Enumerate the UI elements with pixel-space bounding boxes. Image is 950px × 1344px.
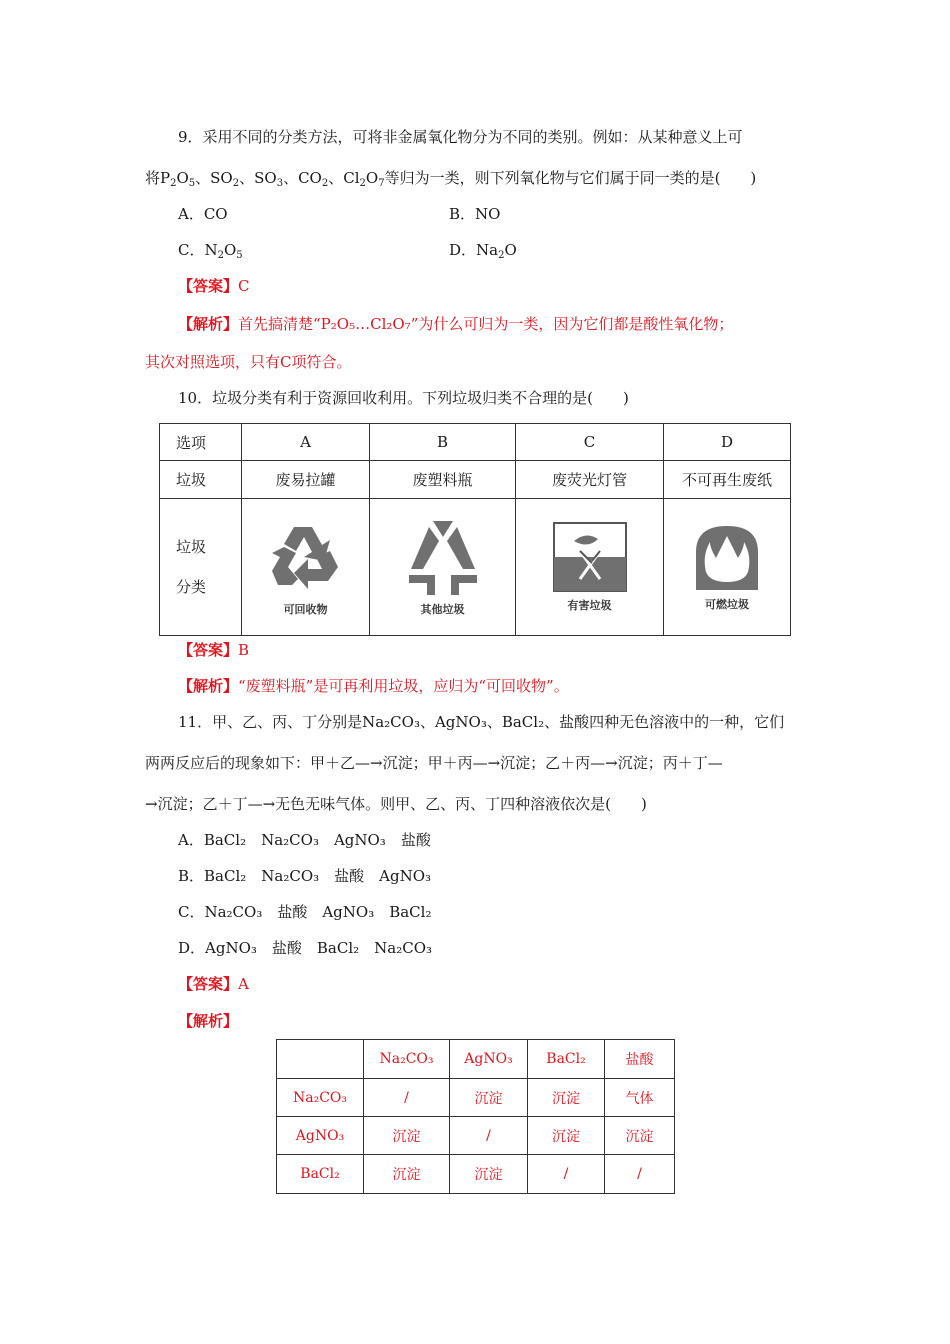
icon-label-other-waste: 其他垃圾 — [420, 603, 465, 616]
q11-col-header: 盐酸 — [605, 1040, 675, 1079]
q11-cell: / — [605, 1155, 675, 1194]
icon-label-hazardous: 有害垃圾 — [567, 599, 612, 612]
q11-cell: / — [528, 1155, 605, 1194]
q11-cell: / — [364, 1079, 450, 1117]
other-waste-icon — [403, 517, 483, 597]
q11-col-header: AgNO₃ — [450, 1040, 528, 1079]
q11-option-d: D．AgNO₃ 盐酸 BaCl₂ Na₂CO₃ — [178, 939, 433, 957]
q10-icon-cell-c — [516, 499, 664, 636]
q11-corner-cell — [277, 1040, 364, 1079]
q9-stem-line2: 将$P_2O_5$、$SO_2$、$SO_3$、$CO_2$、$Cl_2O_7$等归为一类，则下列氧化物与它们属于同一类的是( ) — [145, 169, 757, 189]
q10-icon-cell-b — [370, 499, 516, 636]
q10-garbage-table — [159, 423, 791, 636]
q9-option-b: B．NO — [449, 205, 501, 223]
q9-analysis-line2: 其次对照选项，只有C项符合。 — [145, 353, 352, 371]
q11-cell: 沉淀 — [364, 1117, 450, 1155]
q11-cell: / — [450, 1117, 528, 1155]
icon-label-recyclable: 可回收物 — [283, 603, 328, 616]
q10-item-d: 不可再生废纸 — [664, 461, 791, 499]
q10-item-c: 废荧光灯管 — [516, 461, 664, 499]
q11-cell: 气体 — [605, 1079, 675, 1117]
q11-cell: 沉淀 — [364, 1155, 450, 1194]
q11-cell: 沉淀 — [528, 1079, 605, 1117]
q9-analysis-line1: 【解析】首先搞清楚“P₂O₅…Cl₂O₇”为什么可归为一类，因为它们都是酸性氧化物； — [178, 315, 734, 333]
q11-cell: 沉淀 — [450, 1155, 528, 1194]
q10-answer: 【答案】B — [178, 641, 250, 659]
q11-cell: 沉淀 — [605, 1117, 675, 1155]
q10-header-b: B — [370, 424, 516, 461]
q11-stem-line3: →沉淀；乙＋丁—→无色无味气体。则甲、乙、丙、丁四种溶液依次是( ) — [145, 795, 647, 813]
q9-stem-line1: 9．采用不同的分类方法，可将非金属氧化物分为不同的类别。例如：从某种意义上可 — [178, 128, 743, 146]
q11-answer: 【答案】A — [178, 975, 249, 993]
recycle-icon — [266, 517, 346, 597]
hazardous-waste-icon — [552, 521, 628, 593]
q11-cell: 沉淀 — [450, 1079, 528, 1117]
q10-header-d: D — [664, 424, 791, 461]
q10-item-b: 废塑料瓶 — [370, 461, 516, 499]
q11-stem-line2: 两两反应后的现象如下：甲＋乙—→沉淀；甲＋丙—→沉淀；乙＋丙—→沉淀；丙＋丁— — [145, 754, 723, 772]
icon-label-combustible: 可燃垃圾 — [705, 598, 749, 611]
q10-header-c: C — [516, 424, 664, 461]
q11-cell: 沉淀 — [528, 1117, 605, 1155]
q9-option-c: C．$N_2O_5$ — [178, 241, 243, 261]
q10-item-a: 废易拉罐 — [242, 461, 370, 499]
q11-row-header: BaCl₂ — [277, 1155, 364, 1194]
q9-answer: 【答案】C — [178, 277, 250, 295]
combustible-waste-icon — [692, 522, 762, 592]
q10-category-label: 垃圾 分类 — [160, 499, 242, 636]
q10-icon-cell-d — [664, 499, 791, 636]
q10-header-option: 选项 — [160, 424, 242, 461]
q10-header-a: A — [242, 424, 370, 461]
q11-option-b: B．BaCl₂ Na₂CO₃ 盐酸 AgNO₃ — [178, 867, 432, 885]
q11-option-c: C．Na₂CO₃ 盐酸 AgNO₃ BaCl₂ — [178, 903, 432, 921]
q10-analysis: 【解析】“废塑料瓶”是可再利用垃圾，应归为“可回收物”。 — [178, 677, 569, 695]
q10-row-label: 垃圾 — [160, 461, 242, 499]
q11-col-header: Na₂CO₃ — [364, 1040, 450, 1079]
q11-reaction-table — [276, 1039, 675, 1194]
q10-icon-cell-a — [242, 499, 370, 636]
q11-row-header: Na₂CO₃ — [277, 1079, 364, 1117]
q9-option-a: A．CO — [178, 205, 228, 223]
q11-stem-line1: 11．甲、乙、丙、丁分别是Na₂CO₃、AgNO₃、BaCl₂、盐酸四种无色溶液中的一种，它们 — [178, 713, 785, 731]
q11-col-header: BaCl₂ — [528, 1040, 605, 1079]
q11-option-a: A．BaCl₂ Na₂CO₃ AgNO₃ 盐酸 — [178, 831, 431, 849]
q10-stem: 10．垃圾分类有利于资源回收利用。下列垃圾归类不合理的是( ) — [178, 389, 629, 407]
q11-row-header: AgNO₃ — [277, 1117, 364, 1155]
q9-option-d: D．$Na_2O$ — [449, 241, 517, 261]
q11-analysis-tag: 【解析】 — [178, 1012, 239, 1030]
